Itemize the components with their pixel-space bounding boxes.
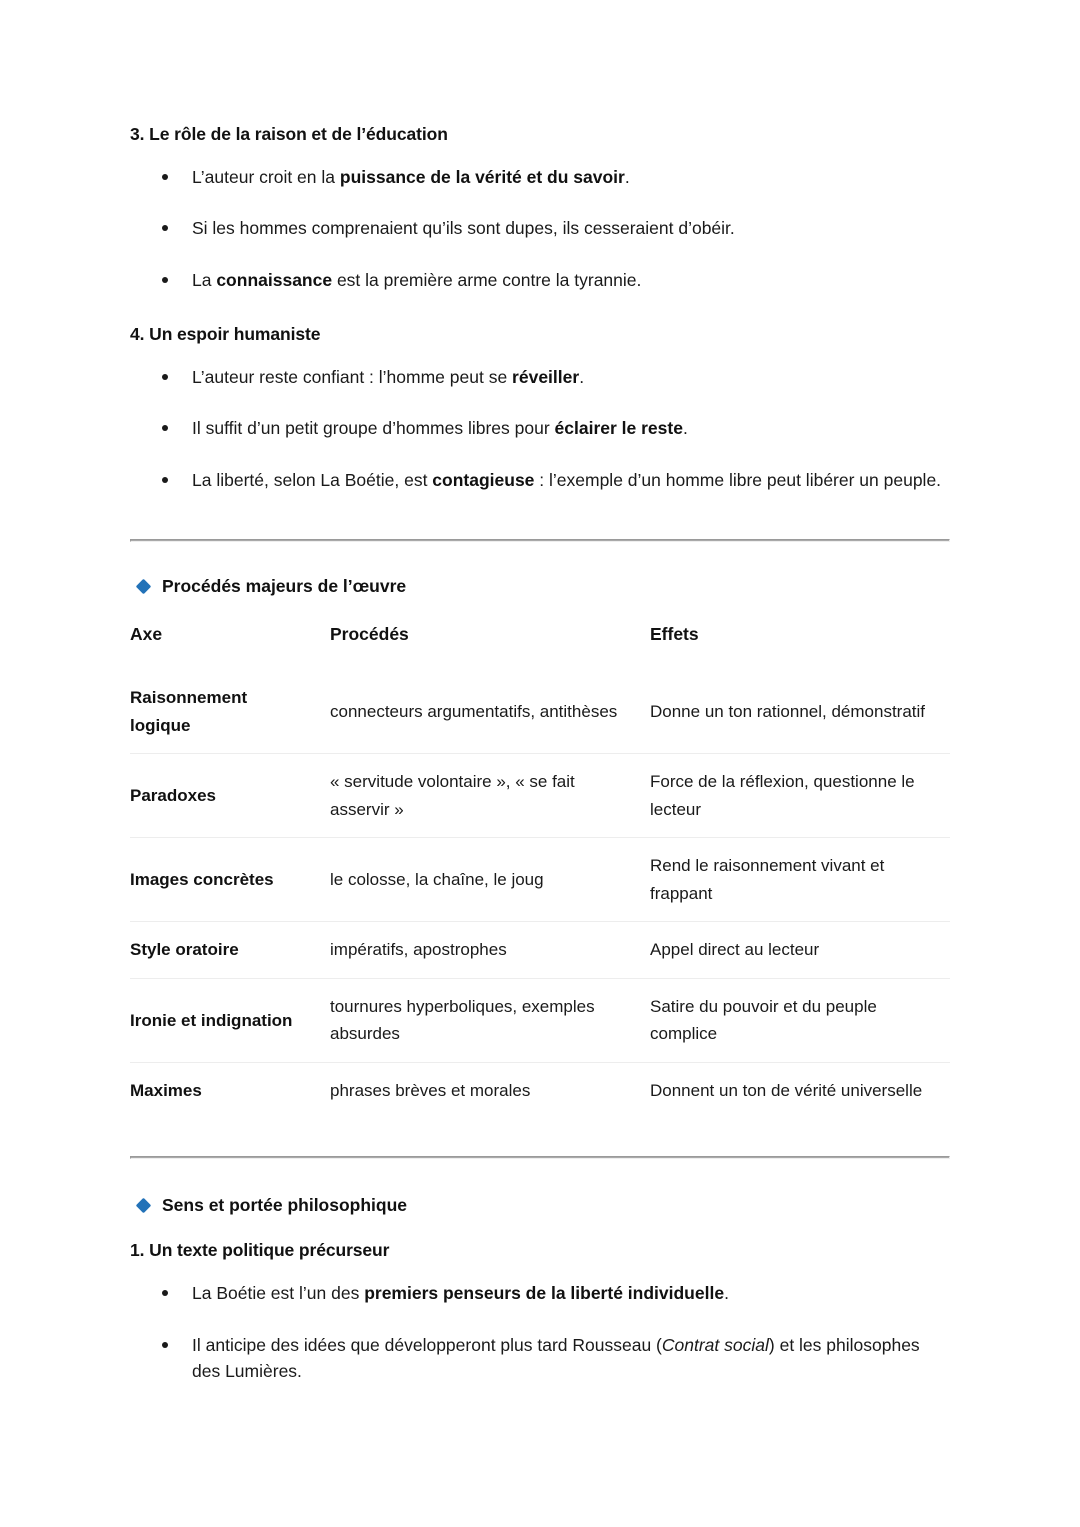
cell-axe: Images concrètes <box>130 838 330 922</box>
column-header-procedes: Procédés <box>330 624 409 645</box>
heading-espoir-humaniste: 4. Un espoir humaniste <box>130 323 321 344</box>
cell-procedes: impératifs, apostrophes <box>330 922 650 979</box>
list-item: L’auteur reste confiant : l’homme peut se réveiller. <box>130 364 950 391</box>
cell-axe: Maximes <box>130 1062 330 1118</box>
list-item: Il suffit d’un petit groupe d’hommes libres pour éclairer le reste. <box>130 415 950 442</box>
section-title-sens <box>130 1195 950 1216</box>
cell-effets: Donne un ton rationnel, démonstratif <box>650 701 926 721</box>
table-row <box>130 922 950 979</box>
bullet-list-texte-politique-precurseur <box>130 1280 950 1385</box>
procedes-table <box>130 623 950 1118</box>
cell-axe: Raisonnement logique <box>130 688 248 735</box>
bullet-list-espoir-humaniste <box>130 364 950 494</box>
cell-axe: Style oratoire <box>130 922 330 979</box>
bullet-list-role-raison-education <box>130 164 950 294</box>
cell-effets: Force de la réflexion, questionne le lecteur <box>650 754 950 838</box>
section-title-sens-label: Sens et portée philosophique <box>162 1195 408 1216</box>
cell-effets: Donnent un ton de vérité universelle <box>650 1062 950 1118</box>
cell-effets: Rend le raisonnement vivant et frappant <box>650 838 950 922</box>
table-row <box>130 670 950 754</box>
cell-procedes: phrases brèves et morales <box>330 1062 650 1118</box>
spacer <box>130 1118 950 1156</box>
cell-procedes: le colosse, la chaîne, le joug <box>330 838 650 922</box>
list-item: La connaissance est la première arme contre la tyrannie. <box>130 267 950 294</box>
cell-axe: Ironie et indignation <box>130 978 330 1062</box>
section-title-procedes-label: Procédés majeurs de l’œuvre <box>162 576 407 597</box>
cell-effets: Appel direct au lecteur <box>650 922 950 979</box>
list-item: La Boétie est l’un des premiers penseurs de la liberté individuelle. <box>130 1280 950 1307</box>
list-item: L’auteur croit en la puissance de la vérité et du savoir. <box>130 164 950 191</box>
table-row <box>130 838 950 922</box>
cell-axe: Paradoxes <box>130 754 330 838</box>
list-item: La liberté, selon La Boétie, est contagieuse : l’exemple d’un homme libre peut libérer un peuple. <box>130 467 950 494</box>
heading-texte-politique-precurseur: 1. Un texte politique précurseur <box>130 1240 390 1261</box>
section-title-procedes <box>130 576 950 597</box>
cell-procedes: « servitude volontaire », « se fait asservir » <box>330 754 650 838</box>
spacer <box>130 1159 950 1195</box>
cell-procedes: tournures hyperboliques, exemples absurdes <box>330 978 650 1062</box>
spacer <box>130 542 950 576</box>
list-item: Si les hommes comprenaient qu’ils sont dupes, ils cesseraient d’obéir. <box>130 215 950 242</box>
procedes-table-body <box>130 670 950 1118</box>
list-item: Il anticipe des idées que développeront plus tard Rousseau (Contrat social) et les philosophes des Lumières. <box>130 1332 950 1385</box>
heading-role-raison-education: 3. Le rôle de la raison et de l’éducation <box>130 124 448 144</box>
spacer <box>130 1216 950 1240</box>
cell-procedes: connecteurs argumentatifs, antithèses <box>330 701 618 721</box>
cell-effets: Satire du pouvoir et du peuple complice <box>650 978 950 1062</box>
blue-diamond-icon <box>136 1198 152 1214</box>
column-header-axe: Axe <box>130 624 163 645</box>
table-header-row <box>130 623 950 670</box>
table-row <box>130 1062 950 1118</box>
blue-diamond-icon <box>136 579 152 595</box>
column-header-effets: Effets <box>650 624 699 645</box>
table-row <box>130 754 950 838</box>
table-row <box>130 978 950 1062</box>
spacer <box>130 597 950 623</box>
spacer <box>130 493 950 539</box>
